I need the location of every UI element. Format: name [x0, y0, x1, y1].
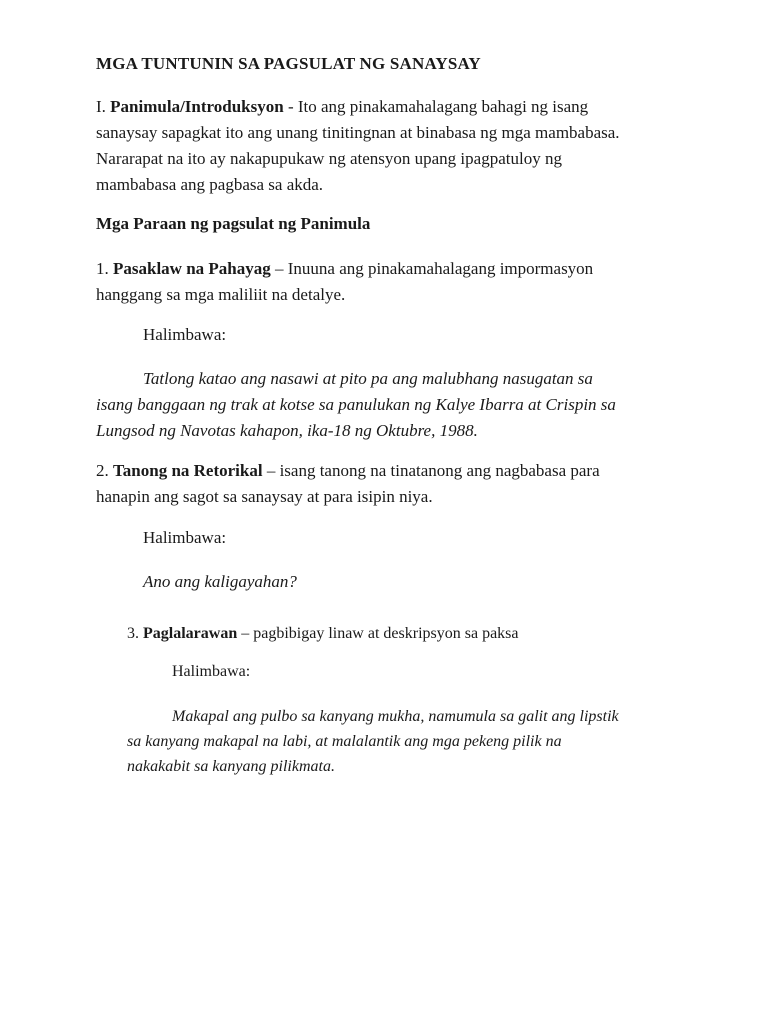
document-title: MGA TUNTUNIN SA PAGSULAT NG SANAYSAY	[96, 54, 481, 73]
example-3-line-1: Makapal ang pulbo sa kanyang mukha, namumula sa galit ang lipstik	[172, 708, 619, 725]
list-item-3	[127, 621, 727, 647]
intro-line-3: Nararapat na ito ay nakapupukaw ng atensyon upang ipagpatuloy ng	[96, 149, 562, 168]
list-item-1-term: Pasaklaw na Pahayag	[113, 259, 271, 278]
example-1-line-2: isang banggaan ng trak at kotse sa panulukan ng Kalye Ibarra at Crispin sa	[96, 395, 616, 414]
list-item-2-term: Tanong na Retorikal	[113, 461, 263, 480]
intro-paragraph	[96, 94, 696, 198]
list-item-2-line-1	[96, 458, 696, 484]
intro-line-2: sanaysay sapagkat ito ang unang tinitingnan at binabasa ng mga mambabasa.	[96, 123, 620, 142]
section-heading: Mga Paraan ng pagsulat ng Panimula	[96, 214, 371, 233]
intro-prefix: I.	[96, 97, 111, 116]
list-item-2-line-2: hanapin ang sagot sa sanaysay at para isipin niya.	[96, 487, 433, 506]
list-item-3-term: Paglalarawan	[143, 625, 238, 642]
intro-text: - Ito ang pinakamahalagang bahagi ng isang	[283, 97, 589, 116]
intro-term: Panimula/Introduksyon	[110, 97, 284, 116]
list-item-1-text: – Inuuna ang pinakamahalagang impormasyon	[270, 259, 594, 278]
list-item-2-number: 2.	[96, 461, 113, 480]
example-1-line-1: Tatlong katao ang nasawi at pito pa ang malubhang nasugatan sa	[143, 369, 593, 388]
intro-line-4: mambabasa ang pagbasa sa akda.	[96, 175, 324, 194]
list-item-1-number: 1.	[96, 259, 113, 278]
list-item-3-line-1	[127, 621, 727, 647]
example-3-line-2: sa kanyang makapal na labi, at malalantik ang mga pekeng pilik na	[127, 733, 562, 750]
example-2-text	[143, 569, 297, 595]
list-item-1	[96, 256, 696, 308]
example-3-line-3: nakakabit sa kanyang pilikmata.	[127, 758, 335, 775]
list-item-1-line-1	[96, 256, 696, 282]
example-1-line-3: Lungsod ng Navotas kahapon, ika-18 ng Oktubre, 1988.	[96, 421, 478, 440]
intro-line-1	[96, 94, 696, 120]
example-2-line-1: Ano ang kaligayahan?	[143, 572, 297, 591]
list-item-2-text: – isang tanong na tinatanong ang nagbabasa para	[262, 461, 600, 480]
example-3-text	[127, 704, 619, 779]
example-2-label: Halimbawa:	[143, 528, 227, 547]
example-1-text	[96, 366, 616, 444]
example-1-label: Halimbawa:	[143, 325, 227, 344]
list-item-1-line-2: hanggang sa mga maliliit na detalye.	[96, 285, 346, 304]
list-item-3-number: 3.	[127, 625, 143, 642]
list-item-3-text: – pagbibigay linaw at deskripsyon sa paksa	[237, 625, 519, 642]
list-item-2	[96, 458, 696, 510]
example-3-label: Halimbawa:	[172, 663, 251, 680]
